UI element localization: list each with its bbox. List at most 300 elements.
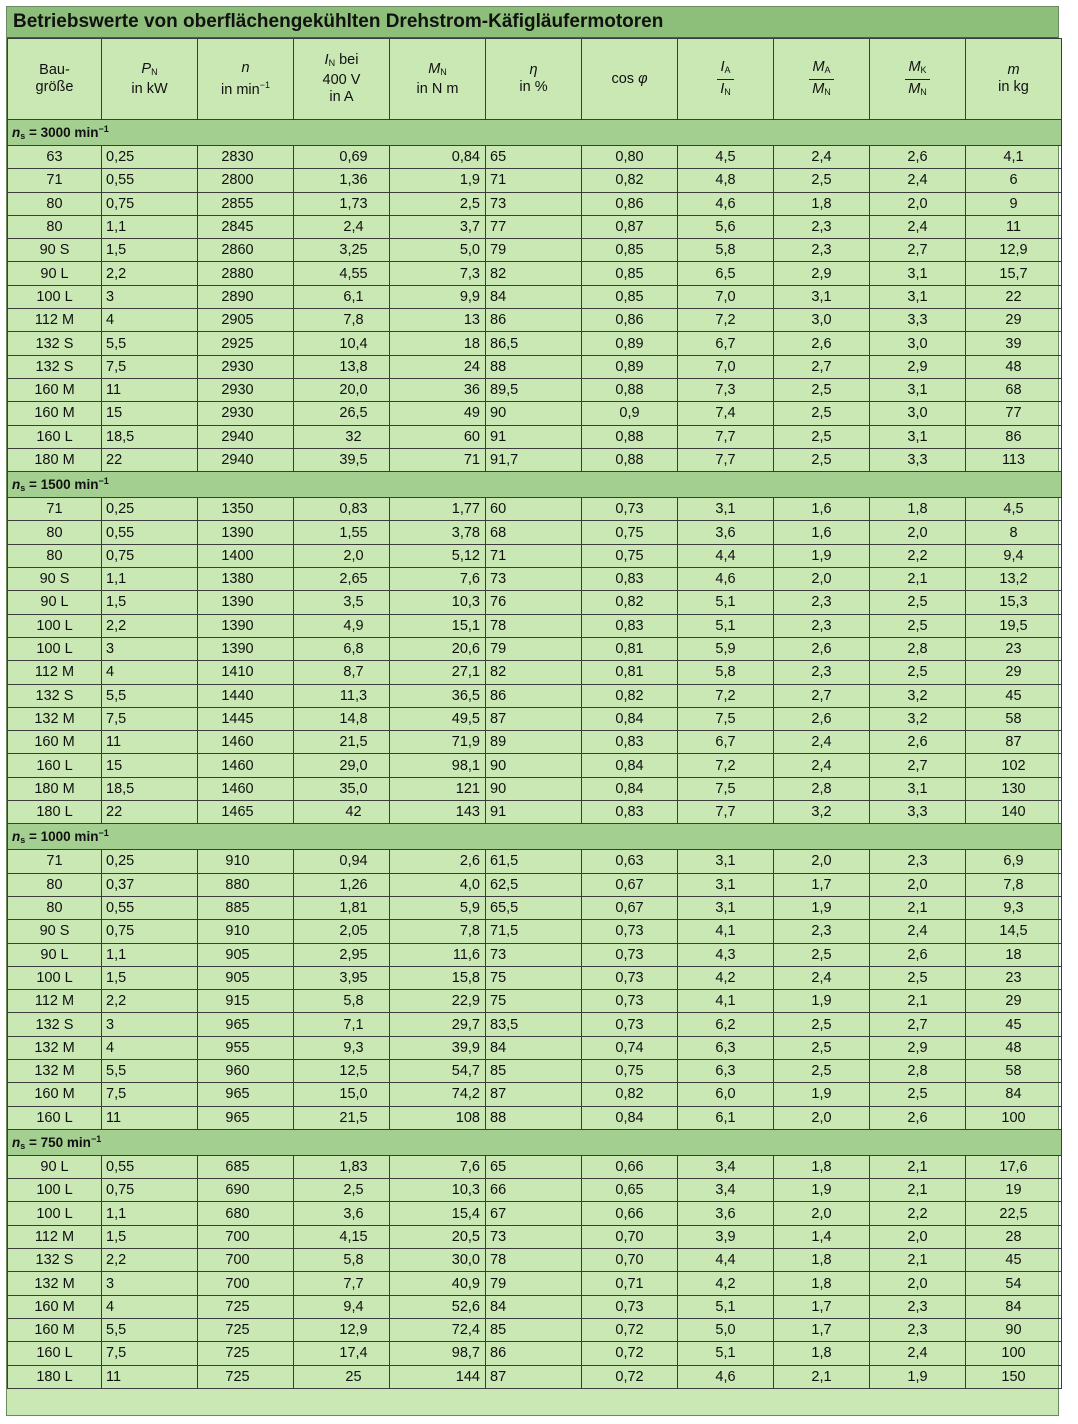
cell-power-factor: 0,73 — [582, 1013, 678, 1036]
cell-current: 4,55 — [294, 262, 390, 285]
table-row — [8, 1295, 1062, 1318]
cell-current-ratio: 7,4 — [678, 402, 774, 425]
cell-power-factor: 0,66 — [582, 1155, 678, 1178]
cell-mass: 39 — [966, 332, 1062, 355]
cell-baugroesse: 112 M — [8, 661, 102, 684]
cell-torque: 54,7 — [390, 1059, 486, 1082]
cell-speed: 2930 — [198, 378, 294, 401]
table-row — [8, 637, 1062, 660]
cell-speed: 1460 — [198, 777, 294, 800]
cell-speed: 965 — [198, 1083, 294, 1106]
cell-speed: 910 — [198, 850, 294, 873]
cell-efficiency: 85 — [486, 1059, 582, 1082]
cell-torque: 27,1 — [390, 661, 486, 684]
cell-power-factor: 0,84 — [582, 1106, 678, 1129]
cell-efficiency: 89 — [486, 731, 582, 754]
cell-mass: 45 — [966, 684, 1062, 707]
cell-starting-torque-ratio: 1,9 — [774, 544, 870, 567]
cell-current-ratio: 6,0 — [678, 1083, 774, 1106]
cell-torque: 121 — [390, 777, 486, 800]
cell-current-ratio: 6,3 — [678, 1059, 774, 1082]
cell-current: 2,65 — [294, 568, 390, 591]
cell-breakdown-torque-ratio: 3,1 — [870, 285, 966, 308]
cell-speed: 1445 — [198, 707, 294, 730]
cell-baugroesse: 90 L — [8, 943, 102, 966]
cell-power: 7,5 — [102, 1342, 198, 1365]
cell-efficiency: 84 — [486, 1295, 582, 1318]
table-row — [8, 873, 1062, 896]
cell-starting-torque-ratio: 2,3 — [774, 239, 870, 262]
cell-baugroesse: 132 S — [8, 1013, 102, 1036]
cell-efficiency: 89,5 — [486, 378, 582, 401]
cell-mass: 48 — [966, 1036, 1062, 1059]
cell-torque: 5,12 — [390, 544, 486, 567]
cell-current: 3,25 — [294, 239, 390, 262]
table-row — [8, 355, 1062, 378]
cell-baugroesse: 90 L — [8, 262, 102, 285]
cell-breakdown-torque-ratio: 3,3 — [870, 448, 966, 471]
cell-current: 1,73 — [294, 192, 390, 215]
cell-efficiency: 68 — [486, 521, 582, 544]
cell-current-ratio: 3,9 — [678, 1225, 774, 1248]
cell-power-factor: 0,88 — [582, 448, 678, 471]
cell-starting-torque-ratio: 2,3 — [774, 661, 870, 684]
cell-breakdown-torque-ratio: 3,1 — [870, 777, 966, 800]
cell-power: 1,5 — [102, 239, 198, 262]
cell-efficiency: 87 — [486, 1365, 582, 1388]
table-row — [8, 1342, 1062, 1365]
cell-current: 26,5 — [294, 402, 390, 425]
table-row — [8, 591, 1062, 614]
cell-starting-torque-ratio: 1,7 — [774, 1295, 870, 1318]
cell-breakdown-torque-ratio: 2,9 — [870, 1036, 966, 1059]
cell-power-factor: 0,75 — [582, 544, 678, 567]
cell-mass: 15,7 — [966, 262, 1062, 285]
cell-power: 1,1 — [102, 943, 198, 966]
table-row — [8, 239, 1062, 262]
cell-torque: 1,77 — [390, 498, 486, 521]
cell-power: 5,5 — [102, 684, 198, 707]
cell-mass: 4,1 — [966, 146, 1062, 169]
cell-mass: 48 — [966, 355, 1062, 378]
cell-current-ratio: 6,2 — [678, 1013, 774, 1036]
cell-current: 9,4 — [294, 1295, 390, 1318]
cell-power-factor: 0,82 — [582, 1083, 678, 1106]
cell-starting-torque-ratio: 2,9 — [774, 262, 870, 285]
cell-speed: 965 — [198, 1013, 294, 1036]
table-row — [8, 1155, 1062, 1178]
section-header — [8, 1129, 1062, 1155]
table-body — [8, 120, 1062, 1389]
cell-breakdown-torque-ratio: 3,3 — [870, 309, 966, 332]
cell-starting-torque-ratio: 1,6 — [774, 498, 870, 521]
cell-speed: 910 — [198, 920, 294, 943]
cell-power: 1,5 — [102, 966, 198, 989]
cell-torque: 7,3 — [390, 262, 486, 285]
cell-breakdown-torque-ratio: 2,4 — [870, 169, 966, 192]
table-row — [8, 1272, 1062, 1295]
cell-current: 29,0 — [294, 754, 390, 777]
cell-starting-torque-ratio: 1,9 — [774, 1083, 870, 1106]
cell-baugroesse: 160 L — [8, 754, 102, 777]
cell-baugroesse: 90 L — [8, 591, 102, 614]
cell-breakdown-torque-ratio: 2,1 — [870, 1155, 966, 1178]
cell-breakdown-torque-ratio: 2,7 — [870, 754, 966, 777]
cell-speed: 1390 — [198, 591, 294, 614]
cell-power: 7,5 — [102, 355, 198, 378]
cell-efficiency: 83,5 — [486, 1013, 582, 1036]
cell-speed: 1350 — [198, 498, 294, 521]
cell-torque: 5,9 — [390, 896, 486, 919]
cell-torque: 2,6 — [390, 850, 486, 873]
cell-speed: 1380 — [198, 568, 294, 591]
cell-breakdown-torque-ratio: 2,4 — [870, 920, 966, 943]
cell-power: 3 — [102, 1272, 198, 1295]
cell-speed: 2930 — [198, 355, 294, 378]
cell-current: 12,9 — [294, 1318, 390, 1341]
cell-speed: 725 — [198, 1318, 294, 1341]
cell-power: 3 — [102, 285, 198, 308]
cell-mass: 9,3 — [966, 896, 1062, 919]
cell-mass: 13,2 — [966, 568, 1062, 591]
cell-speed: 905 — [198, 943, 294, 966]
cell-baugroesse: 160 L — [8, 425, 102, 448]
cell-mass: 45 — [966, 1249, 1062, 1272]
table-row — [8, 684, 1062, 707]
cell-efficiency: 90 — [486, 777, 582, 800]
section-header — [8, 472, 1062, 498]
cell-current: 4,9 — [294, 614, 390, 637]
table-row — [8, 1013, 1062, 1036]
cell-efficiency: 90 — [486, 402, 582, 425]
cell-current: 10,4 — [294, 332, 390, 355]
cell-current-ratio: 4,2 — [678, 1272, 774, 1295]
table-row — [8, 498, 1062, 521]
cell-baugroesse: 132 M — [8, 1059, 102, 1082]
table-row — [8, 262, 1062, 285]
cell-mass: 29 — [966, 661, 1062, 684]
cell-speed: 2880 — [198, 262, 294, 285]
cell-current-ratio: 7,5 — [678, 707, 774, 730]
cell-starting-torque-ratio: 2,5 — [774, 1059, 870, 1082]
cell-torque: 24 — [390, 355, 486, 378]
cell-torque: 39,9 — [390, 1036, 486, 1059]
cell-power-factor: 0,9 — [582, 402, 678, 425]
cell-power-factor: 0,82 — [582, 169, 678, 192]
cell-current: 4,15 — [294, 1225, 390, 1248]
cell-power-factor: 0,89 — [582, 332, 678, 355]
cell-power-factor: 0,73 — [582, 920, 678, 943]
cell-starting-torque-ratio: 1,8 — [774, 1342, 870, 1365]
cell-efficiency: 77 — [486, 215, 582, 238]
cell-current: 2,4 — [294, 215, 390, 238]
cell-mass: 8 — [966, 521, 1062, 544]
cell-current: 3,6 — [294, 1202, 390, 1225]
cell-power-factor: 0,86 — [582, 192, 678, 215]
cell-current: 25 — [294, 1365, 390, 1388]
cell-torque: 74,2 — [390, 1083, 486, 1106]
cell-power: 2,2 — [102, 990, 198, 1013]
table-row — [8, 990, 1062, 1013]
cell-starting-torque-ratio: 2,0 — [774, 1106, 870, 1129]
cell-baugroesse: 132 S — [8, 684, 102, 707]
cell-breakdown-torque-ratio: 2,3 — [870, 850, 966, 873]
cell-power: 4 — [102, 1036, 198, 1059]
cell-breakdown-torque-ratio: 2,4 — [870, 215, 966, 238]
cell-power: 0,25 — [102, 850, 198, 873]
cell-speed: 2905 — [198, 309, 294, 332]
cell-current-ratio: 3,6 — [678, 521, 774, 544]
cell-power: 0,75 — [102, 544, 198, 567]
cell-starting-torque-ratio: 2,4 — [774, 966, 870, 989]
cell-power: 0,55 — [102, 1155, 198, 1178]
cell-speed: 1390 — [198, 637, 294, 660]
cell-torque: 3,78 — [390, 521, 486, 544]
cell-current-ratio: 3,4 — [678, 1155, 774, 1178]
cell-baugroesse: 71 — [8, 850, 102, 873]
cell-efficiency: 71,5 — [486, 920, 582, 943]
cell-power: 22 — [102, 448, 198, 471]
cell-breakdown-torque-ratio: 2,6 — [870, 731, 966, 754]
cell-breakdown-torque-ratio: 2,0 — [870, 873, 966, 896]
cell-mass: 23 — [966, 637, 1062, 660]
cell-current-ratio: 7,7 — [678, 425, 774, 448]
cell-current-ratio: 4,8 — [678, 169, 774, 192]
table-row — [8, 1318, 1062, 1341]
cell-current-ratio: 4,3 — [678, 943, 774, 966]
cell-current-ratio: 4,4 — [678, 1249, 774, 1272]
cell-power: 0,25 — [102, 498, 198, 521]
cell-breakdown-torque-ratio: 3,1 — [870, 378, 966, 401]
cell-torque: 2,5 — [390, 192, 486, 215]
cell-power-factor: 0,72 — [582, 1342, 678, 1365]
cell-torque: 143 — [390, 801, 486, 824]
table-row — [8, 707, 1062, 730]
cell-power-factor: 0,89 — [582, 355, 678, 378]
table-row — [8, 920, 1062, 943]
cell-power-factor: 0,73 — [582, 1295, 678, 1318]
cell-speed: 725 — [198, 1295, 294, 1318]
cell-power: 0,55 — [102, 521, 198, 544]
cell-baugroesse: 80 — [8, 873, 102, 896]
cell-baugroesse: 180 M — [8, 777, 102, 800]
cell-power-factor: 0,66 — [582, 1202, 678, 1225]
cell-speed: 1460 — [198, 731, 294, 754]
section-header — [8, 120, 1062, 146]
cell-current-ratio: 4,6 — [678, 568, 774, 591]
cell-current-ratio: 7,0 — [678, 355, 774, 378]
cell-power: 11 — [102, 1106, 198, 1129]
cell-efficiency: 73 — [486, 943, 582, 966]
cell-current-ratio: 3,4 — [678, 1179, 774, 1202]
cell-power-factor: 0,83 — [582, 568, 678, 591]
cell-baugroesse: 112 M — [8, 990, 102, 1013]
cell-breakdown-torque-ratio: 2,6 — [870, 146, 966, 169]
cell-starting-torque-ratio: 2,1 — [774, 1365, 870, 1388]
cell-mass: 58 — [966, 1059, 1062, 1082]
cell-breakdown-torque-ratio: 2,0 — [870, 521, 966, 544]
cell-efficiency: 85 — [486, 1318, 582, 1341]
cell-speed: 955 — [198, 1036, 294, 1059]
cell-torque: 15,4 — [390, 1202, 486, 1225]
cell-baugroesse: 80 — [8, 215, 102, 238]
cell-speed: 2940 — [198, 448, 294, 471]
cell-power: 7,5 — [102, 707, 198, 730]
cell-starting-torque-ratio: 2,3 — [774, 215, 870, 238]
cell-speed: 700 — [198, 1249, 294, 1272]
section-label: $n_s = 750$ $\min^{-1}$ — [8, 1129, 1062, 1155]
cell-current-ratio: 7,2 — [678, 754, 774, 777]
cell-power-factor: 0,85 — [582, 285, 678, 308]
cell-mass: 100 — [966, 1106, 1062, 1129]
cell-torque: 4,0 — [390, 873, 486, 896]
cell-baugroesse: 100 L — [8, 637, 102, 660]
cell-baugroesse: 160 M — [8, 1083, 102, 1106]
cell-speed: 1390 — [198, 521, 294, 544]
cell-current: 6,1 — [294, 285, 390, 308]
cell-torque: 10,3 — [390, 591, 486, 614]
cell-starting-torque-ratio: 2,6 — [774, 637, 870, 660]
cell-baugroesse: 100 L — [8, 614, 102, 637]
cell-efficiency: 71 — [486, 169, 582, 192]
cell-power: 1,1 — [102, 1202, 198, 1225]
cell-efficiency: 87 — [486, 1083, 582, 1106]
cell-speed: 2925 — [198, 332, 294, 355]
cell-current: 11,3 — [294, 684, 390, 707]
header-power: $P_N$ in kW — [102, 39, 198, 120]
cell-speed: 1465 — [198, 801, 294, 824]
cell-efficiency: 86 — [486, 1342, 582, 1365]
cell-mass: 19,5 — [966, 614, 1062, 637]
cell-baugroesse: 160 L — [8, 1342, 102, 1365]
cell-starting-torque-ratio: 1,8 — [774, 1155, 870, 1178]
cell-breakdown-torque-ratio: 2,2 — [870, 544, 966, 567]
cell-starting-torque-ratio: 2,0 — [774, 568, 870, 591]
cell-current-ratio: 5,8 — [678, 239, 774, 262]
cell-current: 3,95 — [294, 966, 390, 989]
cell-torque: 18 — [390, 332, 486, 355]
cell-torque: 144 — [390, 1365, 486, 1388]
cell-current: 12,5 — [294, 1059, 390, 1082]
cell-breakdown-torque-ratio: 2,1 — [870, 896, 966, 919]
header-speed: n in $\min^{-1}$ — [198, 39, 294, 120]
cell-power: 3 — [102, 637, 198, 660]
cell-current: 1,81 — [294, 896, 390, 919]
cell-speed: 880 — [198, 873, 294, 896]
table-row — [8, 521, 1062, 544]
cell-breakdown-torque-ratio: 2,9 — [870, 355, 966, 378]
cell-starting-torque-ratio: 1,6 — [774, 521, 870, 544]
table-row — [8, 1179, 1062, 1202]
cell-mass: 140 — [966, 801, 1062, 824]
cell-efficiency: 91 — [486, 801, 582, 824]
header-starting-torque-ratio: $\frac{M_A}{M_N}$ — [774, 39, 870, 120]
cell-power: 5,5 — [102, 332, 198, 355]
cell-torque: 36 — [390, 378, 486, 401]
cell-torque: 7,6 — [390, 1155, 486, 1178]
cell-torque: 0,84 — [390, 146, 486, 169]
cell-power-factor: 0,74 — [582, 1036, 678, 1059]
table-row — [8, 1249, 1062, 1272]
cell-breakdown-torque-ratio: 3,0 — [870, 332, 966, 355]
cell-breakdown-torque-ratio: 2,4 — [870, 1342, 966, 1365]
cell-power: 0,75 — [102, 192, 198, 215]
cell-starting-torque-ratio: 1,7 — [774, 873, 870, 896]
cell-power-factor: 0,70 — [582, 1249, 678, 1272]
header-efficiency: η in % — [486, 39, 582, 120]
cell-speed: 960 — [198, 1059, 294, 1082]
cell-speed: 1440 — [198, 684, 294, 707]
cell-breakdown-torque-ratio: 1,9 — [870, 1365, 966, 1388]
cell-starting-torque-ratio: 2,5 — [774, 448, 870, 471]
cell-efficiency: 78 — [486, 614, 582, 637]
cell-current-ratio: 3,6 — [678, 1202, 774, 1225]
section-label: $n_s = 1500$ $\min^{-1}$ — [8, 472, 1062, 498]
cell-starting-torque-ratio: 1,8 — [774, 1249, 870, 1272]
cell-efficiency: 67 — [486, 1202, 582, 1225]
cell-power-factor: 0,88 — [582, 378, 678, 401]
table-row — [8, 402, 1062, 425]
cell-torque: 7,6 — [390, 568, 486, 591]
cell-current: 2,5 — [294, 1179, 390, 1202]
table-row — [8, 425, 1062, 448]
cell-current: 8,7 — [294, 661, 390, 684]
cell-torque: 10,3 — [390, 1179, 486, 1202]
cell-efficiency: 73 — [486, 192, 582, 215]
cell-baugroesse: 71 — [8, 498, 102, 521]
cell-current-ratio: 7,7 — [678, 801, 774, 824]
table-row — [8, 332, 1062, 355]
cell-mass: 54 — [966, 1272, 1062, 1295]
cell-current: 15,0 — [294, 1083, 390, 1106]
table-row — [8, 731, 1062, 754]
cell-power: 2,2 — [102, 262, 198, 285]
cell-power-factor: 0,85 — [582, 239, 678, 262]
cell-starting-torque-ratio: 2,5 — [774, 425, 870, 448]
table-row — [8, 777, 1062, 800]
cell-breakdown-torque-ratio: 1,8 — [870, 498, 966, 521]
cell-mass: 45 — [966, 1013, 1062, 1036]
cell-efficiency: 79 — [486, 637, 582, 660]
cell-power-factor: 0,73 — [582, 990, 678, 1013]
cell-baugroesse: 80 — [8, 896, 102, 919]
cell-torque: 20,6 — [390, 637, 486, 660]
cell-power-factor: 0,67 — [582, 896, 678, 919]
table-row — [8, 661, 1062, 684]
table-row — [8, 614, 1062, 637]
cell-efficiency: 79 — [486, 239, 582, 262]
cell-speed: 1390 — [198, 614, 294, 637]
cell-baugroesse: 112 M — [8, 1225, 102, 1248]
cell-mass: 87 — [966, 731, 1062, 754]
table-row — [8, 1036, 1062, 1059]
table-row — [8, 544, 1062, 567]
cell-current-ratio: 7,3 — [678, 378, 774, 401]
cell-current: 7,7 — [294, 1272, 390, 1295]
cell-current-ratio: 4,6 — [678, 1365, 774, 1388]
cell-power-factor: 0,71 — [582, 1272, 678, 1295]
cell-starting-torque-ratio: 1,9 — [774, 990, 870, 1013]
cell-current: 2,05 — [294, 920, 390, 943]
cell-current-ratio: 5,1 — [678, 1295, 774, 1318]
cell-current: 0,69 — [294, 146, 390, 169]
motor-data-sheet — [6, 6, 1059, 1416]
table-row — [8, 966, 1062, 989]
table-row — [8, 309, 1062, 332]
cell-current: 13,8 — [294, 355, 390, 378]
cell-efficiency: 66 — [486, 1179, 582, 1202]
table-row — [8, 215, 1062, 238]
